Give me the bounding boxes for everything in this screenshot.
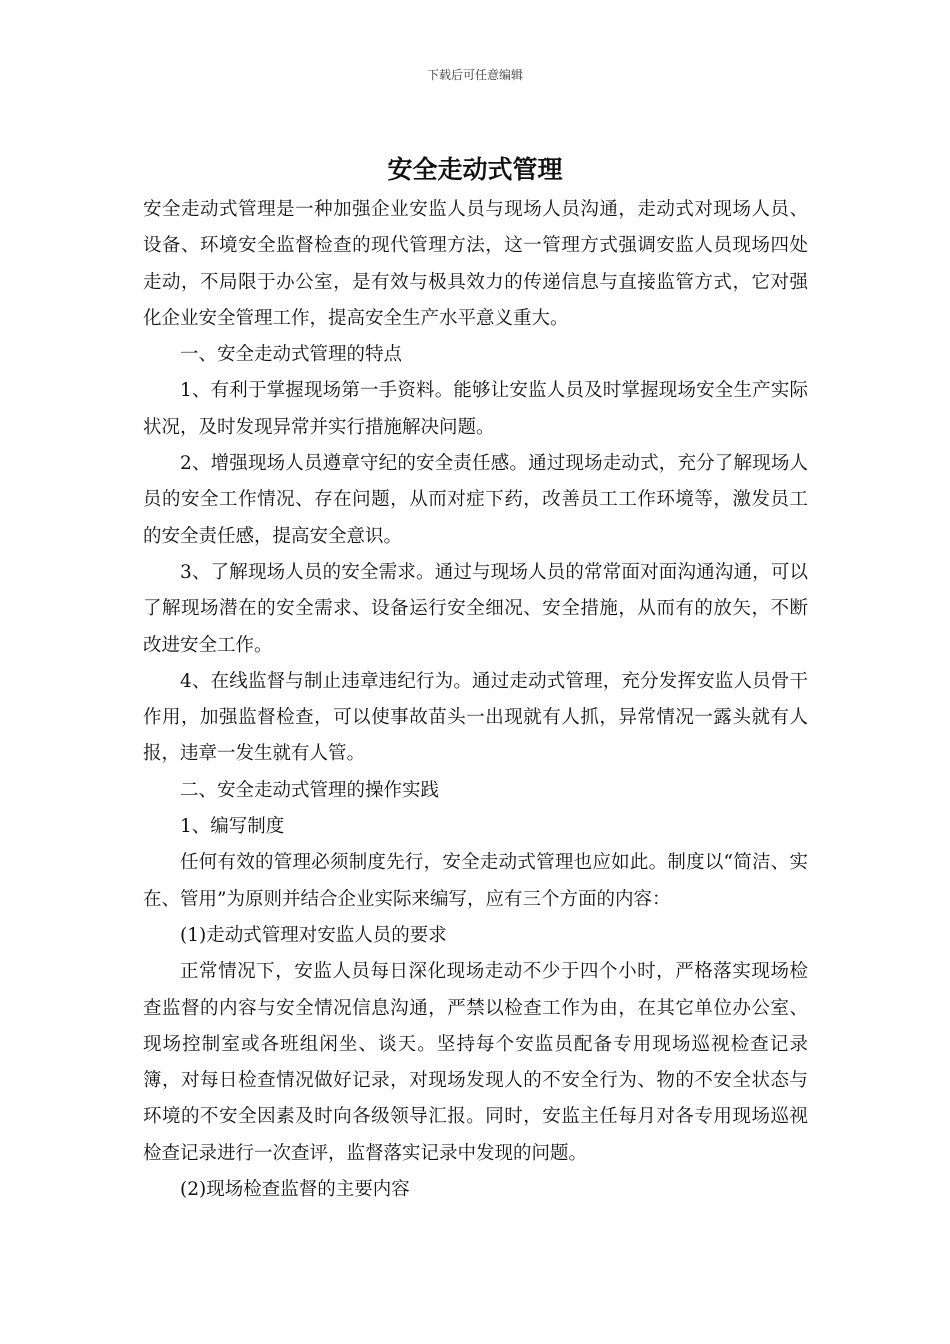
document-title: 安全走动式管理 — [387, 155, 563, 184]
body-paragraph: 3、了解现场人员的安全需求。通过与现场人员的常常面对面沟通沟通，可以了解现场潜在的安全需求、设备运行安全细况、安全措施，从而有的放矢，不断改进安全工作。 — [143, 561, 808, 656]
body-paragraph: 正常情况下，安监人员每日深化现场走动不少于四个小时，严格落实现场检查监督的内容与安全情况信息沟通，严禁以检查工作为由，在其它单位办公室、现场控制室或各班组闲坐、谈天。坚持每个安监员配备专用现场巡视检查记录簿，对每日检查情况做好记录，对现场发现人的不安全行为、物的不安全状态与环境的不安全因素及时向各级领导汇报。同时，安监主任每月对各专用现场巡视检查记录进行一次查评，监督落实记录中发现的问题。 — [143, 961, 808, 1164]
section-heading: 二、安全走动式管理的操作实践 — [180, 779, 440, 801]
intro-paragraph: 安全走动式管理是一种加强企业安监人员与现场人员沟通，走动式对现场人员、设备、环境安全监督检查的现代管理方法，这一管理方式强调安监人员现场四处走动，不局限于办公室，是有效与极具效力的传递信息与直接监管方式，它对强化企业安全管理工作，提高安全生产水平意义重大。 — [143, 199, 808, 329]
body-paragraph: 任何有效的管理必须制度先行，安全走动式管理也应如此。制度以“简洁、实在、管用”为原则并结合企业实际来编写，应有三个方面的内容： — [143, 852, 808, 910]
body-paragraph: 4、在线监督与制止违章违纪行为。通过走动式管理，充分发挥安监人员骨干作用，加强监督检查，可以使事故苗头一出现就有人抓，异常情况一露头就有人报，违章一发生就有人管。 — [143, 670, 808, 765]
document-body — [143, 192, 808, 1208]
header-note: 下载后可任意编辑 — [426, 68, 523, 82]
body-paragraph: 2、增强现场人员遵章守纪的安全责任感。通过现场走动式，充分了解现场人员的安全工作情况、存在问题，从而对症下药，改善员工工作环境等，激发员工的安全责任感，提高安全意识。 — [143, 453, 808, 547]
subsection-heading: (2)现场检查监督的主要内容 — [180, 1179, 410, 1201]
subsection-heading: 1、编写制度 — [180, 816, 285, 838]
body-paragraph: 1、有利于掌握现场第一手资料。能够让安监人员及时掌握现场安全生产实际状况，及时发现异常并实行措施解决问题。 — [143, 380, 808, 438]
subsection-heading: (1)走动式管理对安监人员的要求 — [180, 924, 447, 946]
section-heading: 一、安全走动式管理的特点 — [180, 344, 403, 366]
